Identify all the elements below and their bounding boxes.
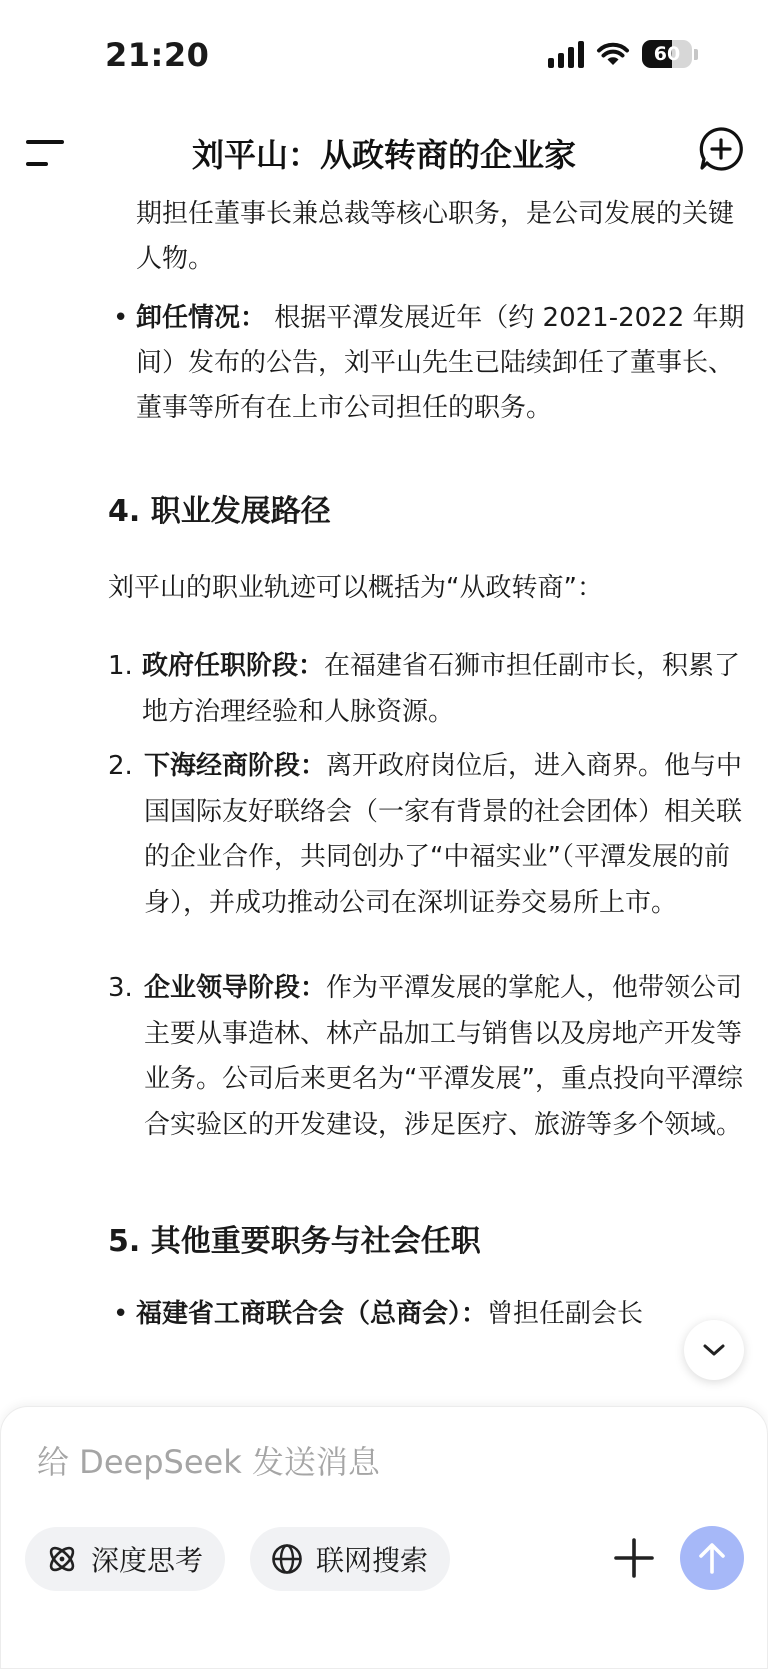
list-item	[108, 966, 748, 1148]
composer-panel	[0, 1406, 768, 1669]
intro-fragment: 期担任董事长兼总裁等核心职务，是公司发展的关键人物。	[136, 199, 735, 274]
bullet-dot: •	[113, 303, 129, 333]
message-input[interactable]	[37, 1437, 717, 1487]
atom-icon	[45, 1542, 79, 1576]
status-icons	[548, 40, 698, 68]
list-item-body: 在福建省石狮市担任副市长，积累了地方治理经验和人脉资源。	[142, 651, 741, 727]
deep-think-label: 深度思考	[91, 1544, 204, 1577]
list-item-label: 企业领导阶段：	[144, 973, 327, 1003]
list-item-text	[144, 966, 748, 1148]
list-item-number: 3.	[108, 973, 133, 1003]
list-item-text	[144, 744, 748, 926]
list-item	[108, 644, 748, 735]
section-heading-4: 4. 职业发展路径	[108, 494, 331, 529]
list-item-body: 根据平潭发展近年（约 2021-2022 年期间）发布的公告，刘平山先生已陆续卸任了董事长、董事等所有在上市公司担任的职务。	[136, 303, 745, 423]
signal-icon	[548, 40, 584, 68]
attach-plus-icon[interactable]	[613, 1537, 655, 1579]
chat-message-content	[0, 180, 768, 1400]
page-title: 刘平山：从政转商的企业家	[191, 136, 576, 174]
scroll-to-bottom-button[interactable]	[684, 1320, 744, 1380]
list-item-label: 卸任情况：	[136, 303, 267, 333]
list-item-label: 福建省工商联合会（总商会）：	[136, 1299, 488, 1329]
list-item-resign	[108, 296, 748, 431]
arrow-up-icon	[696, 1541, 728, 1575]
chat-header	[0, 112, 768, 192]
list-item-text	[142, 644, 748, 735]
battery-icon	[642, 40, 698, 68]
list-item-number: 2.	[108, 751, 133, 781]
wifi-icon	[596, 41, 630, 67]
list-item-body: 离开政府岗位后，进入商界。他与中国国际友好联络会（一家有背景的社会团体）相关联的企业合作，共同创办了“中福实业”（平潭发展的前身），并成功推动公司在深圳证券交易所上市。	[144, 751, 743, 918]
bullet-dot: •	[113, 1299, 129, 1329]
list-item-body: 作为平潭发展的掌舵人，他带领公司主要从事造林、林产品加工与销售以及房地产开发等业务。公司后来更名为“平潭发展”，重点投向平潭综合实验区的开发建设，涉足医疗、旅游等多个领域。	[144, 973, 743, 1140]
send-button[interactable]	[680, 1526, 744, 1590]
status-bar	[0, 0, 768, 112]
deep-think-toggle[interactable]	[25, 1527, 225, 1591]
battery-level: 60	[653, 43, 681, 65]
list-item-text	[136, 296, 748, 431]
web-search-label: 联网搜索	[316, 1544, 429, 1577]
web-search-toggle[interactable]	[250, 1527, 450, 1591]
chevron-down-icon	[702, 1343, 726, 1357]
status-time: 21:20	[105, 36, 210, 74]
list-item	[108, 744, 748, 926]
list-item-number: 1.	[108, 651, 133, 681]
list-item-label: 下海经商阶段：	[144, 751, 327, 781]
globe-icon	[270, 1542, 304, 1576]
section-heading-5: 5. 其他重要职务与社会任职	[108, 1224, 481, 1259]
list-item-body: 曾担任副会长	[487, 1299, 644, 1329]
new-chat-icon[interactable]	[698, 126, 744, 172]
list-item-label: 政府任职阶段：	[142, 651, 325, 681]
section-4-intro: 刘平山的职业轨迹可以概括为“从政转商”：	[108, 573, 603, 603]
